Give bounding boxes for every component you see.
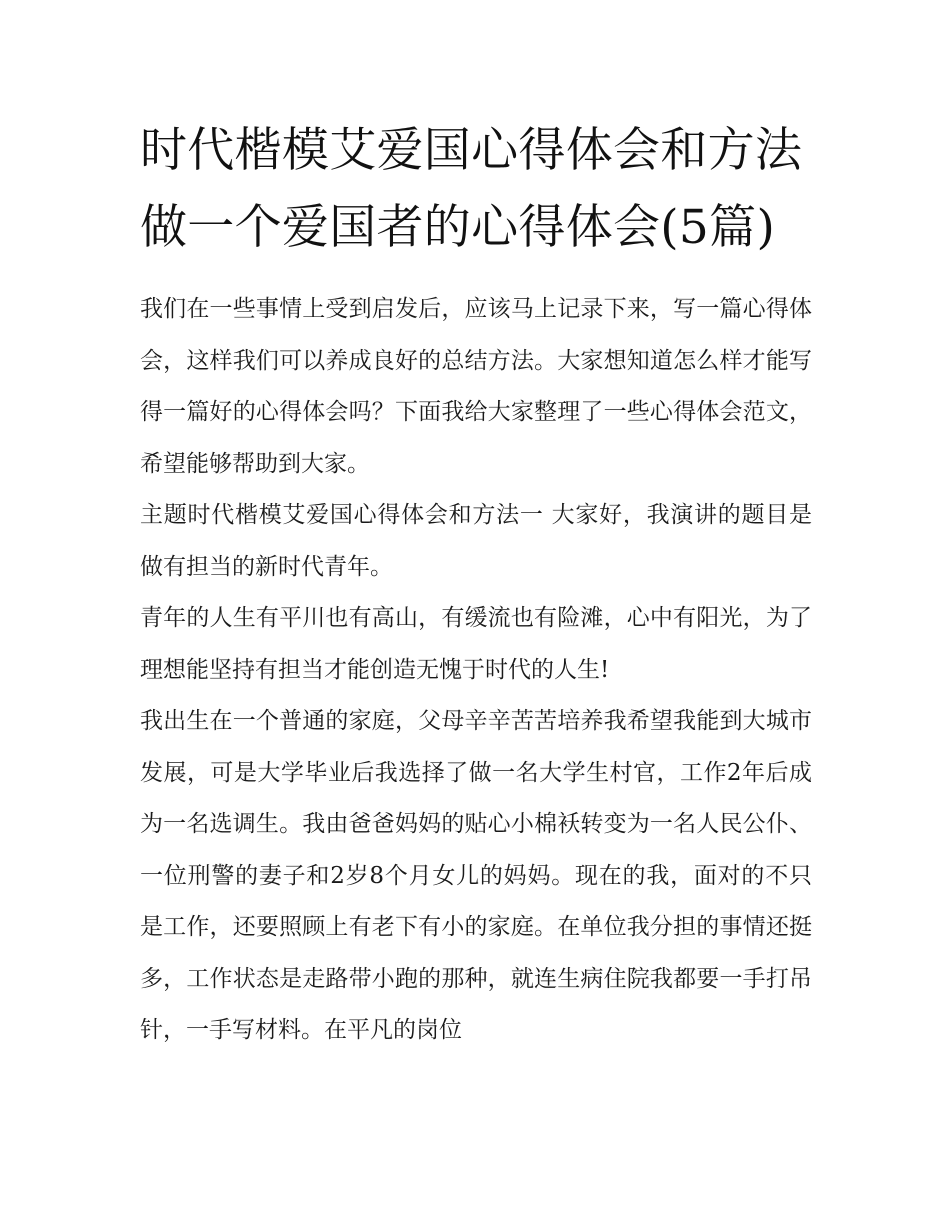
document-body	[140, 284, 812, 1057]
paragraph-story: 我出生在一个普通的家庭，父母辛辛苦苦培养我希望我能到大城市发展，可是大学毕业后我选择了做一名大学生村官，工作2年后成为一名选调生。我由爸爸妈妈的贴心小棉袄转变为一名人民公仆、一位刑警的妻子和2岁8个月女儿的妈妈。现在的我，面对的不只是工作，还要照顾上有老下有小的家庭。在单位我分担的事情还挺多，工作状态是走路带小跑的那种，就连生病住院我都要一手打吊针，一手写材料。在平凡的岗位	[140, 708, 812, 1043]
document-content	[140, 112, 812, 1057]
paragraph-intro: 我们在一些事情上受到启发后，应该马上记录下来，写一篇心得体会，这样我们可以养成良好的总结方法。大家想知道怎么样才能写得一篇好的心得体会吗？下面我给大家整理了一些心得体会范文，希望能够帮助到大家。	[140, 296, 812, 477]
paragraph-youth: 青年的人生有平川也有高山，有缓流也有险滩，心中有阳光，为了理想能坚持有担当才能创造无愧于时代的人生!	[140, 605, 812, 683]
document-title: 时代楷模艾爱国心得体会和方法 做一个爱国者的心得体会(5篇)	[140, 123, 803, 255]
paragraph-topic: 主题时代楷模艾爱国心得体会和方法一 大家好，我演讲的题目是做有担当的新时代青年。	[140, 502, 812, 580]
